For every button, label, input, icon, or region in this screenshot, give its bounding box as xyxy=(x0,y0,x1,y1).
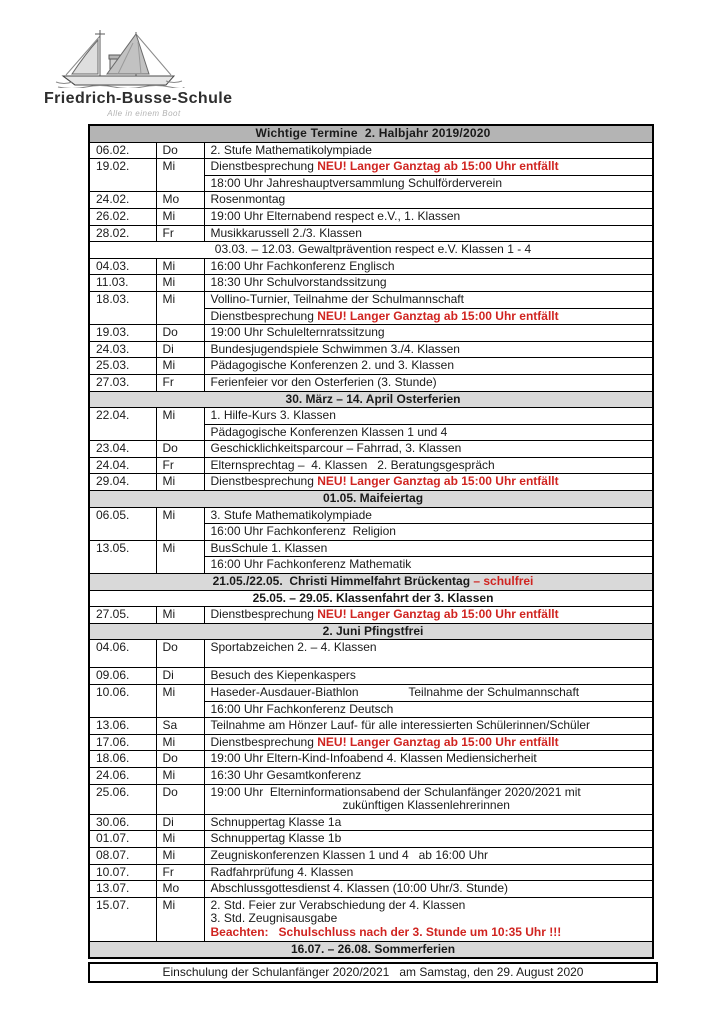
highlighted-text: NEU! Langer Ganztag ab 15:00 Uhr entfällt xyxy=(317,607,559,622)
date-cell: 13.07. xyxy=(89,881,156,898)
school-logo xyxy=(44,26,244,118)
table-row xyxy=(89,685,653,702)
event-text: Rosenmontag xyxy=(210,192,286,207)
event-line xyxy=(211,608,651,622)
sailboat-logo-icon xyxy=(54,26,186,88)
event-text: Dienstbesprechung xyxy=(210,607,318,622)
weekday-cell: Mi xyxy=(156,291,204,324)
event-line xyxy=(211,160,651,174)
weekday-cell: Mi xyxy=(156,258,204,275)
date-cell: 10.07. xyxy=(89,864,156,881)
schedule-table-container xyxy=(88,124,654,959)
event-cell xyxy=(204,275,653,292)
event-cell xyxy=(204,175,653,192)
date-cell: 22.04. xyxy=(89,408,156,441)
date-cell: 15.07. xyxy=(89,897,156,941)
event-line xyxy=(211,719,651,733)
date-cell: 24.02. xyxy=(89,192,156,209)
event-line xyxy=(211,426,651,440)
schedule-table-body xyxy=(89,125,653,958)
event-text: 16:30 Uhr Gesamtkonferenz xyxy=(210,767,362,782)
event-text: Sportabzeichen 2. – 4. Klassen xyxy=(210,640,377,655)
table-row xyxy=(89,142,653,159)
event-line xyxy=(211,736,651,750)
weekday-cell: Mi xyxy=(156,507,204,540)
table-row xyxy=(89,718,653,735)
weekday-cell: Mi xyxy=(156,607,204,624)
event-text: Abschlussgottesdienst 4. Klassen (10:00 Uhr/3. Stunde) xyxy=(210,881,509,896)
date-cell: 06.02. xyxy=(89,142,156,159)
table-row xyxy=(89,258,653,275)
event-text: 03.03. – 12.03. Gewaltprävention respect e.V. Klassen 1 - 4 xyxy=(214,242,532,257)
table-row xyxy=(89,358,653,375)
date-cell: 27.03. xyxy=(89,374,156,391)
table-row xyxy=(89,457,653,474)
event-line xyxy=(211,542,651,556)
event-text: 1. Hilfe-Kurs 3. Klassen xyxy=(210,408,336,423)
event-cell xyxy=(204,685,653,702)
event-text: 2. Stufe Mathematikolympiade xyxy=(210,142,372,157)
event-text: Musikkarussell 2./3. Klassen xyxy=(210,225,362,240)
weekday-cell: Mi xyxy=(156,847,204,864)
event-cell xyxy=(204,192,653,209)
event-line xyxy=(211,912,651,926)
date-cell: 06.05. xyxy=(89,507,156,540)
title-row xyxy=(89,125,653,142)
event-line xyxy=(211,525,651,539)
table-row xyxy=(89,507,653,524)
weekday-cell: Mi xyxy=(156,159,204,192)
event-line xyxy=(211,177,651,191)
event-line xyxy=(211,475,651,489)
event-text: 16:00 Uhr Fachkonferenz Mathematik xyxy=(210,557,412,572)
table-row xyxy=(89,408,653,425)
section-label xyxy=(89,391,653,408)
event-text: Besuch des Kiepenkaspers xyxy=(210,668,356,683)
event-line xyxy=(211,276,651,290)
section-label xyxy=(89,491,653,508)
event-cell xyxy=(204,784,653,814)
event-line xyxy=(211,310,651,324)
school-slogan: Alle in einem Boot xyxy=(107,109,181,118)
event-cell xyxy=(204,341,653,358)
enrollment-note: Einschulung der Schulanfänger 2020/2021 am Samstag, den 29. August 2020 xyxy=(88,962,658,983)
event-line xyxy=(211,442,651,456)
weekday-cell: Fr xyxy=(156,225,204,242)
section-row xyxy=(89,242,653,259)
table-row xyxy=(89,881,653,898)
highlighted-text: NEU! Langer Ganztag ab 15:00 Uhr entfällt xyxy=(317,159,559,174)
event-line xyxy=(211,686,651,700)
weekday-cell: Mi xyxy=(156,540,204,573)
weekday-cell: Di xyxy=(156,668,204,685)
highlighted-text: NEU! Langer Ganztag ab 15:00 Uhr entfällt xyxy=(317,308,559,323)
section-row xyxy=(89,391,653,408)
table-row xyxy=(89,225,653,242)
event-cell xyxy=(204,358,653,375)
event-text: 30. März – 14. April Osterferien xyxy=(285,391,461,406)
event-text: 18:30 Uhr Schulvorstandssitzung xyxy=(210,275,387,290)
date-cell: 24.04. xyxy=(89,457,156,474)
event-cell xyxy=(204,225,653,242)
table-row xyxy=(89,275,653,292)
table-row xyxy=(89,767,653,784)
schedule-table xyxy=(88,124,654,959)
table-row xyxy=(89,784,653,814)
date-cell: 19.02. xyxy=(89,159,156,192)
event-line xyxy=(211,144,651,158)
event-cell xyxy=(204,308,653,325)
event-text: 01.05. Maifeiertag xyxy=(322,491,424,506)
event-cell xyxy=(204,457,653,474)
section-label xyxy=(89,574,653,591)
table-row xyxy=(89,441,653,458)
date-cell: 08.07. xyxy=(89,847,156,864)
event-text: 19:00 Uhr Elterninformationsabend der Schulanfänger 2020/2021 mit xyxy=(210,784,581,799)
event-cell xyxy=(204,734,653,751)
weekday-cell: Mi xyxy=(156,685,204,718)
event-cell xyxy=(204,814,653,831)
event-text: Haseder-Ausdauer-Biathlon Teilnahme der Schulmannschaft xyxy=(210,685,580,699)
event-text: 3. Stufe Mathematikolympiade xyxy=(210,507,372,522)
event-cell xyxy=(204,441,653,458)
date-cell: 18.03. xyxy=(89,291,156,324)
date-cell: 28.02. xyxy=(89,225,156,242)
section-label xyxy=(89,941,653,958)
event-text: 18:00 Uhr Jahreshauptversammlung Schulförderverein xyxy=(210,175,502,190)
event-text: Zeugniskonferenzen Klassen 1 und 4 ab 16:00 Uhr xyxy=(210,847,489,862)
event-cell xyxy=(204,718,653,735)
event-line xyxy=(211,210,651,224)
weekday-cell: Do xyxy=(156,784,204,814)
date-cell: 19.03. xyxy=(89,325,156,342)
date-cell: 30.06. xyxy=(89,814,156,831)
event-line xyxy=(211,641,651,655)
table-row xyxy=(89,208,653,225)
table-row xyxy=(89,831,653,848)
date-cell: 13.06. xyxy=(89,718,156,735)
weekday-cell: Di xyxy=(156,814,204,831)
event-cell xyxy=(204,524,653,541)
event-text: Dienstbesprechung xyxy=(210,474,318,489)
event-cell xyxy=(204,668,653,685)
date-cell: 26.02. xyxy=(89,208,156,225)
table-row xyxy=(89,734,653,751)
table-row xyxy=(89,640,653,668)
event-text: 16:00 Uhr Fachkonferenz Religion xyxy=(210,524,396,539)
event-line xyxy=(211,260,651,274)
highlighted-text: NEU! Langer Ganztag ab 15:00 Uhr entfällt xyxy=(317,734,559,749)
event-cell xyxy=(204,767,653,784)
weekday-cell: Mi xyxy=(156,897,204,941)
weekday-cell: Do xyxy=(156,325,204,342)
event-cell xyxy=(204,142,653,159)
event-line xyxy=(211,359,651,373)
weekday-cell: Mi xyxy=(156,208,204,225)
event-text: zukünftigen Klassenlehrerinnen xyxy=(342,798,510,813)
weekday-cell: Mi xyxy=(156,275,204,292)
event-text: BusSchule 1. Klassen xyxy=(210,540,328,555)
table-row xyxy=(89,607,653,624)
date-cell: 23.04. xyxy=(89,441,156,458)
date-cell: 10.06. xyxy=(89,685,156,718)
table-row xyxy=(89,341,653,358)
event-line xyxy=(211,832,651,846)
section-label xyxy=(89,590,653,607)
event-text: Pädagogische Konferenzen Klassen 1 und 4 xyxy=(210,424,448,439)
date-cell: 25.03. xyxy=(89,358,156,375)
weekday-cell: Do xyxy=(156,142,204,159)
section-row xyxy=(89,941,653,958)
date-cell: 24.03. xyxy=(89,341,156,358)
event-cell xyxy=(204,507,653,524)
event-text: Dienstbesprechung xyxy=(210,159,318,174)
weekday-cell: Fr xyxy=(156,457,204,474)
event-text: 25.05. – 29.05. Klassenfahrt der 3. Klassen xyxy=(252,590,494,605)
event-text: Ferienfeier vor den Osterferien (3. Stunde) xyxy=(210,374,437,389)
event-text: Bundesjugendspiele Schwimmen 3./4. Klassen xyxy=(210,341,460,356)
event-text: 19:00 Uhr Schulelternratssitzung xyxy=(210,325,385,340)
event-cell xyxy=(204,540,653,557)
table-row xyxy=(89,540,653,557)
table-row xyxy=(89,291,653,308)
date-cell: 24.06. xyxy=(89,767,156,784)
event-text: Dienstbesprechung xyxy=(210,308,318,323)
event-cell xyxy=(204,557,653,574)
table-row xyxy=(89,192,653,209)
weekday-cell: Mi xyxy=(156,358,204,375)
event-cell xyxy=(204,701,653,718)
event-text: Schnuppertag Klasse 1a xyxy=(210,814,342,829)
event-line xyxy=(211,899,651,913)
table-row xyxy=(89,847,653,864)
event-cell xyxy=(204,864,653,881)
event-text: 3. Std. Zeugnisausgabe xyxy=(210,911,338,926)
event-text: Schnuppertag Klasse 1b xyxy=(210,831,342,846)
event-text: 16:00 Uhr Fachkonferenz Deutsch xyxy=(210,701,394,716)
highlighted-text: NEU! Langer Ganztag ab 15:00 Uhr entfällt xyxy=(317,474,559,489)
section-label xyxy=(89,623,653,640)
date-cell: 29.04. xyxy=(89,474,156,491)
event-line xyxy=(211,227,651,241)
event-cell xyxy=(204,159,653,176)
weekday-cell: Di xyxy=(156,341,204,358)
event-text: Teilnahme am Hönzer Lauf- für alle interessierten Schülerinnen/Schüler xyxy=(210,718,591,733)
event-text: Vollino-Turnier, Teilnahme der Schulmannschaft xyxy=(210,291,464,306)
weekday-cell: Mi xyxy=(156,767,204,784)
section-row xyxy=(89,590,653,607)
event-line xyxy=(211,326,651,340)
date-cell: 17.06. xyxy=(89,734,156,751)
section-label xyxy=(89,242,653,259)
event-line xyxy=(211,849,651,863)
event-line xyxy=(211,343,651,357)
event-text: Elternsprechtag – 4. Klassen 2. Beratungsgespräch xyxy=(210,457,495,472)
weekday-cell: Mo xyxy=(156,881,204,898)
weekday-cell: Do xyxy=(156,441,204,458)
event-cell xyxy=(204,325,653,342)
event-cell xyxy=(204,474,653,491)
event-cell xyxy=(204,208,653,225)
date-cell: 25.06. xyxy=(89,784,156,814)
event-text: Dienstbesprechung xyxy=(210,734,318,749)
event-text: 2. Juni Pfingstfrei xyxy=(322,623,424,638)
table-row xyxy=(89,814,653,831)
event-cell xyxy=(204,607,653,624)
date-cell: 04.03. xyxy=(89,258,156,275)
table-row xyxy=(89,668,653,685)
highlighted-text: – schulfrei xyxy=(473,574,534,589)
weekday-cell: Mi xyxy=(156,408,204,441)
event-text: 16:00 Uhr Fachkonferenz Englisch xyxy=(210,258,395,273)
event-line xyxy=(211,376,651,390)
weekday-cell: Mi xyxy=(156,474,204,491)
table-row xyxy=(89,159,653,176)
weekday-cell: Fr xyxy=(156,864,204,881)
section-row xyxy=(89,574,653,591)
event-cell xyxy=(204,424,653,441)
event-text: 19:00 Uhr Eltern-Kind-Infoabend 4. Klassen Mediensicherheit xyxy=(210,751,537,766)
event-text: Radfahrprüfung 4. Klassen xyxy=(210,864,354,879)
event-cell xyxy=(204,831,653,848)
date-cell: 01.07. xyxy=(89,831,156,848)
event-line xyxy=(211,293,651,307)
weekday-cell: Mo xyxy=(156,192,204,209)
table-row xyxy=(89,864,653,881)
school-name: Friedrich-Busse-Schule xyxy=(44,90,233,107)
event-cell xyxy=(204,847,653,864)
event-line xyxy=(211,459,651,473)
event-line xyxy=(211,752,651,766)
weekday-cell: Do xyxy=(156,751,204,768)
event-text: 19:00 Uhr Elternabend respect e.V., 1. Klassen xyxy=(210,208,461,223)
event-line xyxy=(211,816,651,830)
event-line xyxy=(211,703,651,717)
page-title: Wichtige Termine 2. Halbjahr 2019/2020 xyxy=(89,125,653,142)
event-line xyxy=(211,409,651,423)
weekday-cell: Do xyxy=(156,640,204,668)
event-cell xyxy=(204,751,653,768)
weekday-cell: Sa xyxy=(156,718,204,735)
event-text: 21.05./22.05. Christi Himmelfahrt Brückentag xyxy=(212,574,474,589)
event-cell xyxy=(204,881,653,898)
weekday-cell: Fr xyxy=(156,374,204,391)
table-row xyxy=(89,751,653,768)
event-text: 2. Std. Feier zur Verabschiedung der 4. Klassen xyxy=(210,897,466,912)
date-cell: 18.06. xyxy=(89,751,156,768)
event-line xyxy=(211,799,651,813)
event-cell xyxy=(204,640,653,668)
event-line xyxy=(211,926,651,940)
table-row xyxy=(89,374,653,391)
event-text: 16.07. – 26.08. Sommerferien xyxy=(290,941,456,956)
event-cell xyxy=(204,374,653,391)
event-line xyxy=(211,509,651,523)
event-cell xyxy=(204,408,653,425)
event-line xyxy=(211,669,651,683)
event-text: Geschicklichkeitsparcour – Fahrrad, 3. Klassen xyxy=(210,441,462,456)
event-line xyxy=(211,193,651,207)
event-line xyxy=(211,558,651,572)
date-cell: 04.06. xyxy=(89,640,156,668)
event-cell xyxy=(204,258,653,275)
date-cell: 13.05. xyxy=(89,540,156,573)
weekday-cell: Mi xyxy=(156,734,204,751)
event-line xyxy=(211,882,651,896)
date-cell: 27.05. xyxy=(89,607,156,624)
event-cell xyxy=(204,291,653,308)
highlighted-text: Beachten: Schulschluss nach der 3. Stunde um 10:35 Uhr !!! xyxy=(210,924,562,939)
table-row xyxy=(89,474,653,491)
table-row xyxy=(89,325,653,342)
event-line xyxy=(211,769,651,783)
section-row xyxy=(89,491,653,508)
event-line xyxy=(211,866,651,880)
date-cell: 09.06. xyxy=(89,668,156,685)
event-cell xyxy=(204,897,653,941)
event-line xyxy=(211,786,651,800)
event-text: Pädagogische Konferenzen 2. und 3. Klassen xyxy=(210,358,455,373)
weekday-cell: Mi xyxy=(156,831,204,848)
section-row xyxy=(89,623,653,640)
date-cell: 11.03. xyxy=(89,275,156,292)
table-row xyxy=(89,897,653,941)
